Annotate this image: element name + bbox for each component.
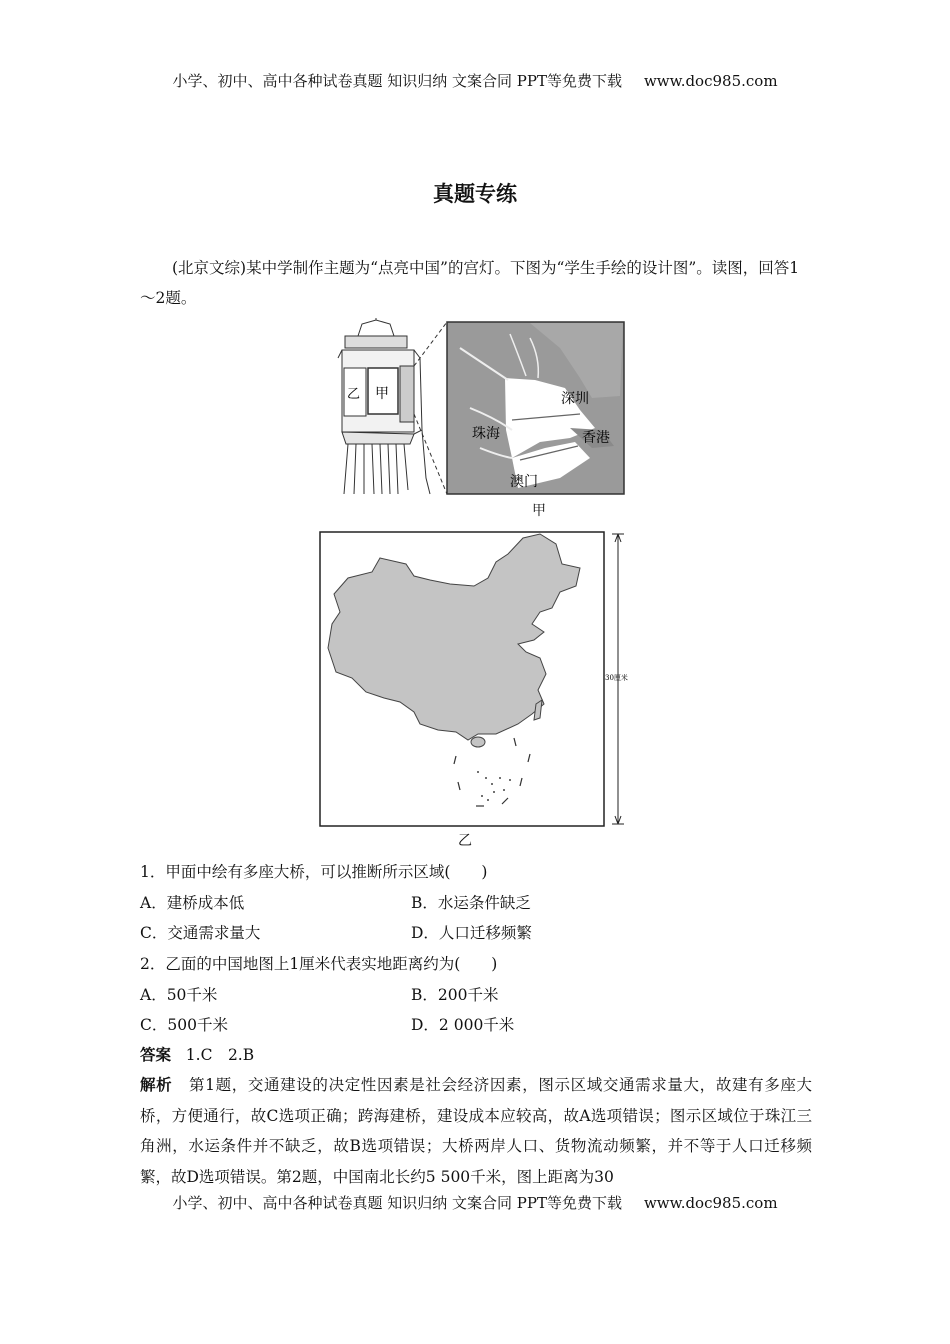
answer-line — [140, 1043, 254, 1065]
figure-jia-caption: 甲 — [532, 503, 546, 519]
scale-label: 30厘米 — [605, 674, 628, 682]
q1-option-c: C．交通需求量大 — [140, 924, 261, 942]
q2-option-b: B．200千米 — [411, 986, 499, 1004]
hainan-island — [471, 737, 485, 747]
footer-text: 小学、初中、高中各种试卷真题 知识归纳 文案合同 PPT等免费下载 — [172, 1194, 622, 1212]
q1-option-a: A．建桥成本低 — [140, 894, 245, 912]
answer-label: 答案 — [140, 1046, 172, 1064]
explanation-text: 第1题，交通建设的决定性因素是社会经济因素，图示区域交通需求量大，故建有多座大桥，方便通行，故C选项正确；跨海建桥，建设成本应较高，故A选项错误；图示区域位于珠江三角洲，水运条件并不缺乏，故B选项错误；大桥两岸人口、货物流动频繁，并不等于人口迁移频繁，故D选项错误。第2题，中国南北长约5 500千米，图上距离为30 — [140, 1076, 812, 1186]
lantern-label-jia: 甲 — [375, 385, 389, 401]
page-footer — [0, 1192, 950, 1213]
page-title: 真题专练 — [433, 182, 517, 206]
header-text: 小学、初中、高中各种试卷真题 知识归纳 文案合同 PPT等免费下载 — [172, 72, 622, 90]
prd-map — [447, 322, 624, 494]
label-zhuhai: 珠海 — [472, 426, 500, 442]
lantern-label-yi: 乙 — [347, 386, 361, 401]
footer-url[interactable]: www.doc985.com — [643, 1194, 778, 1212]
page-header — [0, 70, 950, 91]
figure-yi-caption: 乙 — [458, 833, 472, 849]
intro-paragraph: (北京文综)某中学制作主题为“点亮中国”的宫灯。下图为“学生手绘的设计图”。读图，回答1～2题。 — [140, 259, 800, 307]
explanation — [140, 1070, 812, 1192]
q2-option-a: A．50千米 — [140, 986, 218, 1004]
figure-jia — [330, 318, 630, 500]
lantern-drawing — [338, 318, 447, 494]
answer-value: 1.C 2.B — [185, 1046, 255, 1064]
figure-yi — [318, 528, 630, 830]
label-macau: 澳门 — [510, 474, 538, 490]
q1-option-d: D．人口迁移频繁 — [411, 924, 532, 942]
label-hongkong: 香港 — [582, 430, 610, 446]
question-1-stem: 1．甲面中绘有多座大桥，可以推断所示区域( ) — [140, 863, 488, 881]
label-shenzhen: 深圳 — [561, 391, 589, 407]
header-url[interactable]: www.doc985.com — [643, 72, 778, 90]
question-2-stem: 2．乙面的中国地图上1厘米代表实地距离约为( ) — [140, 955, 498, 973]
q1-option-b: B．水运条件缺乏 — [411, 894, 531, 912]
q2-option-d: D．2 000千米 — [411, 1016, 515, 1034]
explanation-label: 解析 — [140, 1076, 173, 1094]
q2-option-c: C．500千米 — [140, 1016, 228, 1034]
